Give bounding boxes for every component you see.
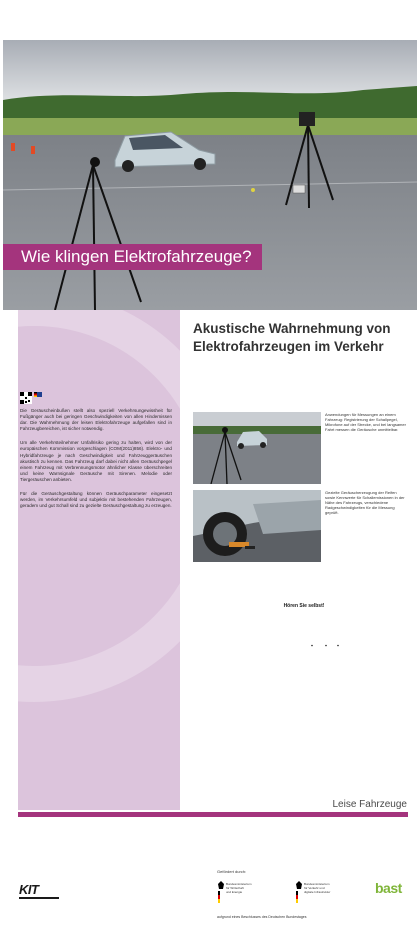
funded-by-label: Gefördert durch:: [217, 869, 247, 874]
bast-logo: bast: [375, 880, 402, 896]
intro-text: [20, 408, 172, 517]
title-line-1: Akustische Wahrnehmung von: [193, 321, 391, 336]
listen-label[interactable]: Hören Sie selbst!: [283, 603, 325, 609]
caption: Anwendungen für Messungen an einem Fahrzeug: Registrierung der Schallpegel, Mikrofone auf der Strecke, und bei langsamer Fahrt messen die Geräusche unmittelbar.: [325, 412, 406, 432]
title-line-2: Elektrofahrzeugen im Verkehr: [193, 339, 384, 354]
qr-code-icon[interactable]: [20, 392, 32, 404]
eagle-icon: [296, 881, 302, 889]
footer-bar: [18, 812, 408, 817]
paragraph: Um alle Verkehrsteilnehmer Unfallrisiko gering zu halten, wird von der europäischen Kommission vorgeschlagen (COM(2011)856). Elektro- und Hybridfahrzeuge je nach Geschwindigkeit und Fahrzeuggeräuschen akustisch zu kennen. Das Fahrzeug darf dabei nicht allen Geräuschpegel einem Fahrzeug mit Verbrennungsmotor ähnlicher Klasse überschreiten und keine Warnsignale Geräusche mit Sirenen. Melodie oder Tiergeräuschen anbieten.: [20, 440, 172, 482]
bmvi-name: Bundesministerium für Verkehr und digitale Infrastruktur: [304, 882, 331, 894]
page-title: [193, 320, 415, 356]
photo-measurement: [193, 412, 321, 484]
kit-logo-underline: [19, 897, 59, 899]
caption: Gezielte Geräuscherzeugung der Reifen sowie Kennwerte für Schallemissionen in der Nähe des Fahrzeugs, verschiedene Radgeschwindigkeiten für die Messung geprüft.: [325, 490, 405, 515]
bmvi-logo: [296, 881, 356, 903]
bundestag-note: aufgrund eines Beschlusses des Deutschen Bundestages: [217, 915, 307, 919]
hero-title: Wie klingen Elektrofahrzeuge?: [3, 244, 262, 270]
kit-logo: KIT: [19, 882, 39, 897]
photo-tire-closeup: [193, 490, 321, 562]
flag-stripe: [218, 891, 220, 903]
flag-stripe: [296, 891, 298, 903]
bmwi-name: Bundesministerium für Wirtschaft und Energie: [226, 882, 252, 894]
eagle-icon: [218, 881, 224, 889]
footer-label: Leise Fahrzeuge: [332, 799, 407, 810]
left-panel: [18, 310, 180, 810]
audio-markers: [310, 644, 340, 647]
paragraph: Für die Geräuschgestaltung können Geräuschparameter eingesetzt werden, im Verkehrsumfeld und subjektiv mit bestehenden Fahrzeugen, geradem und gut Schall sind zu gezielte Geräuschgestaltung zu erzeugen.: [20, 491, 172, 509]
flag-en-icon[interactable]: [37, 392, 42, 397]
bmwi-logo: [218, 881, 278, 903]
paragraph: Die Geräuscheinbußen stellt also speziell Verkehrsungewissheit für Fußgänger auch bei geringen Geschwindigkeiten von allen Hindernissen dar. Die Wahrnehmung der leisen Elektrofahrzeuge aufgefallen sind in Fahrzeugbereichen, ist sicher notwendig.: [20, 408, 172, 432]
